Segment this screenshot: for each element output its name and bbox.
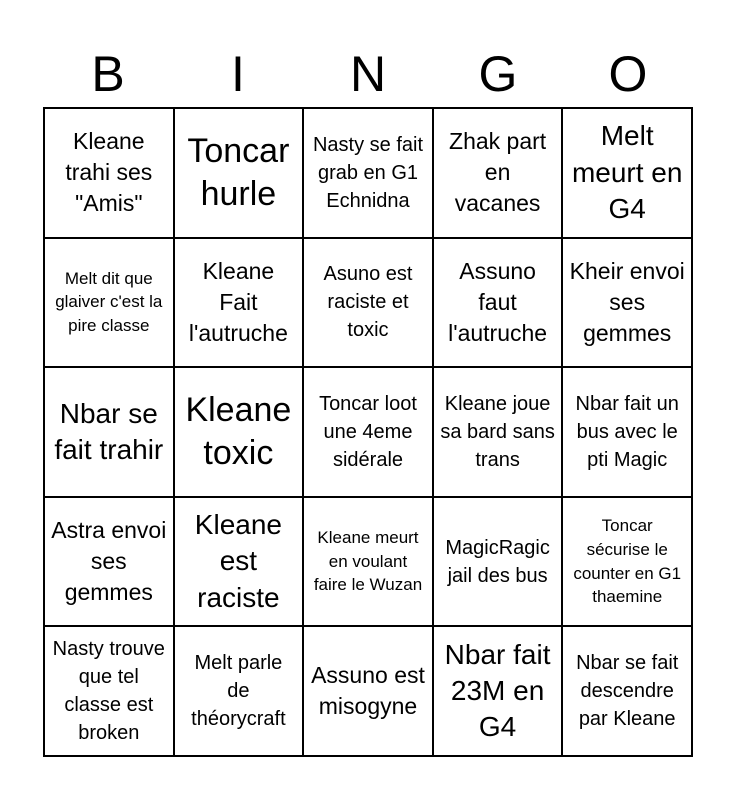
bingo-cell-r1c5[interactable]	[562, 108, 692, 238]
bingo-cell-r2c2[interactable]	[174, 238, 304, 368]
cell-text: Kleane toxic	[185, 391, 292, 472]
bingo-cell-r2c1[interactable]	[44, 238, 174, 368]
bingo-cell-r1c3[interactable]	[303, 108, 433, 238]
bingo-cell-r3c4[interactable]	[433, 367, 563, 497]
bingo-cell-r4c5[interactable]	[562, 497, 692, 627]
cell-text: Astra envoi ses gemmes	[51, 517, 167, 606]
header-letter-i: I	[231, 46, 245, 102]
cell-text: Melt parle de théorycraft	[191, 652, 286, 731]
cell-text: Assuno est misogyne	[311, 662, 425, 720]
cell-text: Kleane meurt en voulant faire le Wuzan	[313, 527, 423, 595]
cell-text: Asuno est raciste et toxic	[323, 263, 413, 342]
cell-text: Kleane joue sa bard sans trans	[440, 392, 555, 471]
bingo-cell-r3c5[interactable]	[562, 367, 692, 497]
bingo-cell-r1c2[interactable]	[174, 108, 304, 238]
cell-text: Nbar se fait descendre par Kleane	[576, 652, 679, 731]
cell-text: Nasty trouve que tel classe est broken	[52, 638, 165, 745]
header-letter-n: N	[349, 46, 387, 102]
bingo-cell-r5c1[interactable]	[44, 626, 174, 756]
bingo-cell-r2c5[interactable]	[562, 238, 692, 368]
cell-text: Kleane trahi ses "Amis"	[65, 128, 153, 217]
bingo-cell-r1c1[interactable]	[44, 108, 174, 238]
cell-text: Toncar hurle	[187, 132, 290, 213]
cell-text: Nbar fait 23M en G4	[444, 638, 551, 743]
bingo-cell-r4c3[interactable]	[303, 497, 433, 627]
bingo-cell-r4c2[interactable]	[174, 497, 304, 627]
bingo-cell-r3c3[interactable]	[303, 367, 433, 497]
bingo-header	[43, 40, 693, 108]
bingo-cell-r4c1[interactable]	[44, 497, 174, 627]
bingo-cell-r3c1[interactable]	[44, 367, 174, 497]
header-letter-g: G	[478, 46, 518, 102]
bingo-cell-r2c4[interactable]	[433, 238, 563, 368]
bingo-cell-r5c2[interactable]	[174, 626, 304, 756]
cell-text: Kleane Fait l'autruche	[188, 257, 288, 346]
bingo-cell-r5c5[interactable]	[562, 626, 692, 756]
bingo-cell-r4c4[interactable]	[433, 497, 563, 627]
cell-text: MagicRagic jail des bus	[445, 536, 550, 587]
bingo-cell-r3c2[interactable]	[174, 367, 304, 497]
cell-text: Nbar se fait trahir	[54, 397, 164, 465]
cell-text: Nbar fait un bus avec le pti Magic	[575, 392, 679, 471]
bingo-cell-r2c3[interactable]	[303, 238, 433, 368]
bingo-grid	[43, 107, 693, 757]
bingo-cell-r5c4[interactable]	[433, 626, 563, 756]
cell-text: Melt meurt en G4	[571, 120, 683, 224]
bingo-cell-r5c3[interactable]	[303, 626, 433, 756]
cell-text: Melt dit que glaiver c'est la pire classe	[55, 268, 163, 336]
cell-text: Kleane est raciste	[194, 509, 282, 613]
cell-text: Toncar loot une 4eme sidérale	[319, 392, 417, 471]
bingo-cell-r1c4[interactable]	[433, 108, 563, 238]
header-letter-b: B	[91, 46, 125, 102]
cell-text: Nasty se fait grab en G1 Echnidna	[312, 133, 424, 212]
cell-text: Kheir envoi ses gemmes	[569, 257, 685, 346]
cell-text: Toncar sécurise le counter en G1 thaemine	[573, 516, 682, 607]
header-letter-o: O	[608, 46, 648, 102]
cell-text: Zhak part en vacanes	[449, 128, 547, 217]
cell-text: Assuno faut l'autruche	[448, 257, 548, 346]
